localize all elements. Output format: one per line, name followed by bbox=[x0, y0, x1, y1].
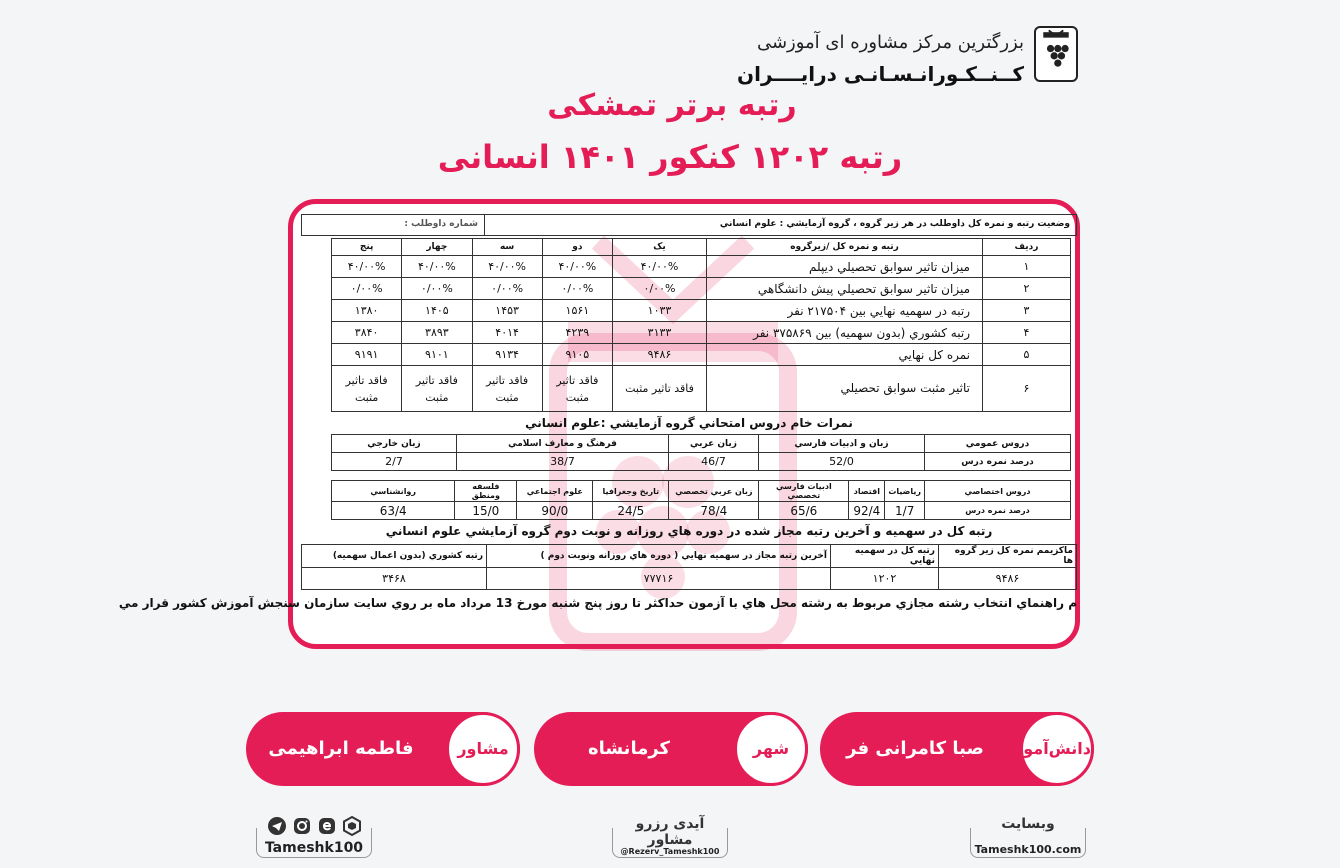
table-cell: 15/0 bbox=[455, 502, 517, 520]
table-cell: ۹۴۸۶ bbox=[939, 568, 1077, 590]
table-cell: ۱ bbox=[983, 256, 1071, 278]
social-handle: Tameshk100 bbox=[264, 840, 364, 856]
report-header bbox=[301, 214, 1077, 236]
column-header: رديف bbox=[983, 239, 1071, 256]
city-pill bbox=[534, 712, 808, 786]
table-cell: فاقد تاثير مثبت bbox=[613, 366, 707, 412]
advisor-name: فاطمه ابراهیمی bbox=[268, 738, 414, 759]
table-cell: ۰/۰۰% bbox=[332, 278, 402, 300]
student-pill bbox=[820, 712, 1094, 786]
table-row bbox=[332, 366, 1071, 412]
table-cell: 65/6 bbox=[759, 502, 849, 520]
table-cell: ۹۱۳۴ bbox=[472, 344, 542, 366]
table-cell: ۱۴۰۵ bbox=[402, 300, 472, 322]
table-cell: نمره کل نهايي bbox=[707, 344, 983, 366]
table-cell: فرهنگ و معارف اسلامي bbox=[457, 435, 669, 453]
table-cell: زبان عربي bbox=[669, 435, 759, 453]
table-cell: ۹۴۸۶ bbox=[613, 344, 707, 366]
table-cell: علوم اجتماعي bbox=[517, 481, 593, 502]
table-cell: 90/0 bbox=[517, 502, 593, 520]
table-cell: ۴۰/۰۰% bbox=[542, 256, 612, 278]
brand-header bbox=[737, 20, 1080, 90]
table-cell: تاريخ وجغرافيا bbox=[593, 481, 669, 502]
table-cell: ۴۰/۰۰% bbox=[472, 256, 542, 278]
raw-scores-title: نمرات خام دروس امتحاني گروه آزمايشي :علوم انساني bbox=[525, 416, 853, 430]
table-cell: ۳۱۳۳ bbox=[613, 322, 707, 344]
table-cell: درصد نمره درس bbox=[925, 453, 1071, 471]
subgroup-rank-table bbox=[331, 238, 1071, 412]
table-row bbox=[332, 300, 1071, 322]
reserve-id-link[interactable]: @Rezerv_Tameshk100 bbox=[620, 847, 720, 856]
report-card bbox=[118, 199, 1080, 649]
website-footer[interactable] bbox=[970, 818, 1086, 858]
reserve-label: آیدی رزرو مشاور bbox=[635, 816, 705, 848]
table-cell: ۰/۰۰% bbox=[613, 278, 707, 300]
table-cell: ادبيات فارسي تخصصي bbox=[759, 481, 849, 502]
instagram-icon[interactable] bbox=[292, 816, 312, 836]
table-cell: فاقد تاثير مثبت bbox=[402, 366, 472, 412]
table-cell: ۴۰۱۴ bbox=[472, 322, 542, 344]
table-cell: فاقد تاثير مثبت bbox=[332, 366, 402, 412]
table-cell: 24/5 bbox=[593, 502, 669, 520]
social-icons bbox=[256, 816, 372, 836]
table-cell: فاقد تاثير مثبت bbox=[472, 366, 542, 412]
table-cell: ۷۷۷۱۶ bbox=[487, 568, 831, 590]
rank-report-document bbox=[118, 210, 1077, 622]
table-cell: 2/7 bbox=[332, 453, 457, 471]
table-cell: رتبه کل در سهميه نهايي bbox=[831, 545, 939, 568]
table-cell: ۱۵۶۱ bbox=[542, 300, 612, 322]
column-header: رتبه و نمره کل /زيرگروه bbox=[707, 239, 983, 256]
table-cell: ۶ bbox=[983, 366, 1071, 412]
column-header: پنج bbox=[332, 239, 402, 256]
table-cell: ۰/۰۰% bbox=[402, 278, 472, 300]
report-header-title: وضعيت رتبه و نمره کل داوطلب در هر زير گروه ، گروه آزمايشي : علوم انساني bbox=[484, 215, 1076, 235]
rubika-icon[interactable] bbox=[342, 816, 362, 836]
table-cell: ۹۱۰۱ bbox=[402, 344, 472, 366]
table-cell: درصد نمره درس bbox=[925, 502, 1071, 520]
final-rank-table bbox=[301, 544, 1077, 590]
brand-tagline: بزرگترین مرکز مشاوره ای آموزشی bbox=[756, 32, 1024, 53]
column-header: سه bbox=[472, 239, 542, 256]
table-cell: ۴۰/۰۰% bbox=[402, 256, 472, 278]
table-cell: آخرين رتبه مجاز در سهميه نهايي ( دوره هاي روزانه ونوبت دوم ) bbox=[487, 545, 831, 568]
table-cell: ۴۲۳۹ bbox=[542, 322, 612, 344]
table-cell: ۳ bbox=[983, 300, 1071, 322]
table-cell: رتبه کشوري (بدون سهميه) بين ۳۷۵۸۶۹ نفر bbox=[707, 322, 983, 344]
reserve-footer[interactable] bbox=[612, 818, 728, 858]
table-row bbox=[302, 545, 1077, 568]
table-cell: زبان عربي تخصصي bbox=[669, 481, 759, 502]
general-courses-table bbox=[331, 434, 1071, 471]
eitaa-icon[interactable] bbox=[317, 816, 337, 836]
table-cell: ۴۰/۰۰% bbox=[613, 256, 707, 278]
table-cell: دروس اختصاصي bbox=[925, 481, 1071, 502]
city-name: کرمانشاه bbox=[587, 738, 671, 759]
table-row bbox=[332, 344, 1071, 366]
table-cell: ۵ bbox=[983, 344, 1071, 366]
table-cell: ۹۱۹۱ bbox=[332, 344, 402, 366]
table-cell: ۰/۰۰% bbox=[542, 278, 612, 300]
website-label: وبسایت bbox=[1001, 816, 1055, 832]
table-cell: 63/4 bbox=[332, 502, 455, 520]
website-link[interactable]: Tameshk100.com bbox=[974, 843, 1082, 856]
table-cell: ۱۰۳۳ bbox=[613, 300, 707, 322]
social-footer bbox=[256, 818, 372, 858]
table-cell: ميزان تاثير سوابق تحصيلي ديپلم bbox=[707, 256, 983, 278]
table-cell: ۹۱۰۵ bbox=[542, 344, 612, 366]
column-header: چهار bbox=[402, 239, 472, 256]
table-cell: دروس عمومي bbox=[925, 435, 1071, 453]
table-cell: اقتصاد bbox=[849, 481, 885, 502]
table-row bbox=[332, 435, 1071, 453]
table-cell: ۴ bbox=[983, 322, 1071, 344]
page-subtitle: رتبه ۱۲۰۲ کنکور ۱۴۰۱ انسانی bbox=[437, 138, 903, 176]
final-rank-title: رتبه کل در سهميه و آخرين رتبه مجاز شده در دوره هاي روزانه و نوبت دوم گروه آزمايشي علوم انساني bbox=[385, 524, 993, 538]
table-row bbox=[302, 568, 1077, 590]
page-title: رتبه برتر تمشکی bbox=[547, 88, 797, 123]
applicant-number-label: شماره داوطلب : bbox=[404, 219, 478, 229]
table-header-row bbox=[332, 239, 1071, 256]
table-cell: تاثير مثبت سوابق تحصيلي bbox=[707, 366, 983, 412]
table-cell: 1/7 bbox=[885, 502, 925, 520]
table-cell: ۱۴۵۳ bbox=[472, 300, 542, 322]
table-cell: زبان و ادبيات فارسي bbox=[759, 435, 925, 453]
table-cell: رياضيات bbox=[885, 481, 925, 502]
table-cell: ميزان تاثير سوابق تحصيلي پيش دانشگاهي bbox=[707, 278, 983, 300]
table-row bbox=[332, 481, 1071, 502]
table-cell: 52/0 bbox=[759, 453, 925, 471]
specialized-courses-table bbox=[331, 480, 1071, 520]
advisor-pill bbox=[246, 712, 520, 786]
brand-name: کــنــکـورانـسـانـی درایــــران bbox=[737, 62, 1024, 86]
table-cell: روانشناسي bbox=[332, 481, 455, 502]
table-cell: 38/7 bbox=[457, 453, 669, 471]
table-cell: فلسفه ومنطق bbox=[455, 481, 517, 502]
table-row bbox=[332, 278, 1071, 300]
table-row bbox=[332, 453, 1071, 471]
student-name: صبا کامرانی فر bbox=[846, 738, 984, 759]
table-cell: ۳۴۶۸ bbox=[302, 568, 487, 590]
grape-logo-icon bbox=[1034, 26, 1078, 82]
table-row bbox=[332, 502, 1071, 520]
table-cell: ۴۰/۰۰% bbox=[332, 256, 402, 278]
table-cell: ۳۸۹۳ bbox=[402, 322, 472, 344]
table-cell: رتبه در سهميه نهايي بين ۲۱۷۵۰۴ نفر bbox=[707, 300, 983, 322]
table-cell: ۱۲۰۲ bbox=[831, 568, 939, 590]
city-label: شهر bbox=[734, 712, 808, 786]
table-cell: ۱۳۸۰ bbox=[332, 300, 402, 322]
column-header: يک bbox=[613, 239, 707, 256]
column-header: دو bbox=[542, 239, 612, 256]
table-cell: ماکزيمم نمره کل زير گروه ها bbox=[939, 545, 1077, 568]
table-cell: ۰/۰۰% bbox=[472, 278, 542, 300]
selection-guide-note: م راهنماي انتخاب رشته مجازي مربوط به رشته محل هاي با آزمون حداکثر تا روز پنج شنبه مورخ 13 مرداد ماه بر روي سايت سازمان سنجش آموزش کشور قرار مي bbox=[118, 596, 1077, 610]
table-cell: 92/4 bbox=[849, 502, 885, 520]
advisor-label: مشاور bbox=[446, 712, 520, 786]
student-label: دانش‌آموز bbox=[1020, 712, 1094, 786]
table-cell: 78/4 bbox=[669, 502, 759, 520]
table-cell: ۳۸۴۰ bbox=[332, 322, 402, 344]
table-cell: ۲ bbox=[983, 278, 1071, 300]
telegram-icon[interactable] bbox=[267, 816, 287, 836]
table-row bbox=[332, 256, 1071, 278]
table-cell: فاقد تاثير مثبت bbox=[542, 366, 612, 412]
table-row bbox=[332, 322, 1071, 344]
table-cell: 46/7 bbox=[669, 453, 759, 471]
table-cell: رتبه کشوري (بدون اعمال سهميه) bbox=[302, 545, 487, 568]
table-cell: زبان خارجي bbox=[332, 435, 457, 453]
